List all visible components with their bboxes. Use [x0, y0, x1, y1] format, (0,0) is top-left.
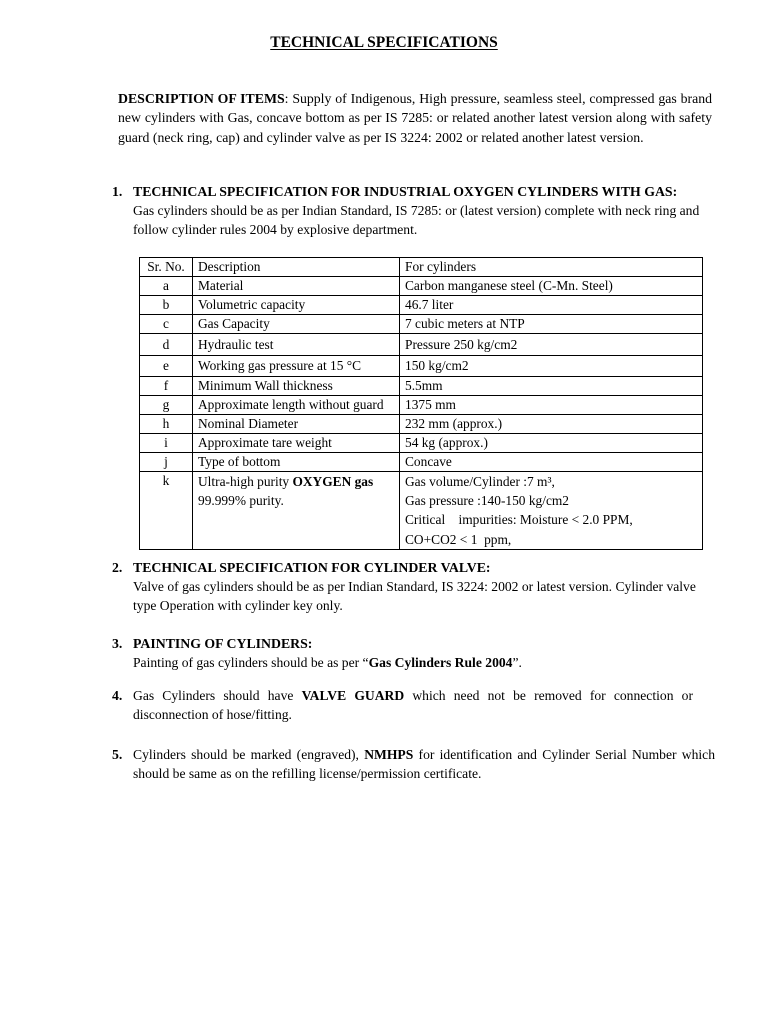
row-description: [193, 472, 400, 550]
description-text: : Supply of Indigenous, High pressure, seamless steel, compressed gas brand new cylinders with Gas, concave bottom as per IS 7285: or related another latest version along with safety guard (neck ring, cap) and cylinder valve as per IS 3224: 2002 or related another latest version.: [118, 91, 712, 145]
table-row: [140, 277, 703, 296]
section-number: 1.: [112, 184, 123, 199]
impurities-line: Critical impurities: Moisture < 2.0 PPM,: [405, 512, 633, 528]
oxygen-desc-prefix: Ultra-high purity: [198, 474, 293, 489]
page-title-text: TECHNICAL SPECIFICATIONS: [270, 34, 498, 51]
row-value: 54 kg (approx.): [400, 434, 703, 453]
row-description: Volumetric capacity: [193, 296, 400, 315]
row-value: 5.5mm: [400, 377, 703, 396]
table-header-row: [140, 258, 703, 277]
row-description: Material: [193, 277, 400, 296]
row-value: Pressure 250 kg/cm2: [400, 334, 703, 356]
section-painting: [112, 634, 716, 672]
row-number: j: [140, 453, 193, 472]
section-heading: [112, 634, 716, 653]
row-number: h: [140, 415, 193, 434]
section-title: TECHNICAL SPECIFICATION FOR INDUSTRIAL OXYGEN CYLINDERS WITH GAS:: [133, 184, 678, 199]
header-for-cylinders: For cylinders: [400, 258, 703, 277]
section-valve-guard: [112, 686, 716, 724]
row-number: c: [140, 315, 193, 334]
section-cylinder-valve: [112, 558, 716, 615]
section-body: [133, 686, 693, 724]
table-row-oxygen: [140, 472, 703, 550]
row-number: g: [140, 396, 193, 415]
row-value: 46.7 liter: [400, 296, 703, 315]
table-row: [140, 453, 703, 472]
oxygen-desc-bold: OXYGEN gas: [292, 474, 374, 489]
row-number: i: [140, 434, 193, 453]
section-body: [133, 653, 716, 672]
row-number: b: [140, 296, 193, 315]
row-value: Concave: [400, 453, 703, 472]
page-title: [0, 33, 768, 53]
row-description: Approximate length without guard: [193, 396, 400, 415]
row-number: d: [140, 334, 193, 356]
oxygen-description-line: [198, 472, 394, 491]
row-number: a: [140, 277, 193, 296]
valve-guard-prefix: Gas Cylinders should have: [133, 688, 302, 703]
gas-pressure-line: Gas pressure :140-150 kg/cm2: [405, 493, 570, 509]
table-row: [140, 315, 703, 334]
section-number: 4.: [112, 688, 123, 703]
section-number: 3.: [112, 636, 123, 651]
valve-guard-bold: VALVE GUARD: [301, 688, 405, 703]
row-description: Minimum Wall thickness: [193, 377, 400, 396]
table-row: [140, 377, 703, 396]
row-description: Approximate tare weight: [193, 434, 400, 453]
row-description: Gas Capacity: [193, 315, 400, 334]
row-value: 150 kg/cm2: [400, 356, 703, 377]
row-description: Nominal Diameter: [193, 415, 400, 434]
row-description: Working gas pressure at 15 °C: [193, 356, 400, 377]
section-heading: [112, 182, 716, 201]
row-number: k: [140, 472, 193, 550]
table-row: [140, 396, 703, 415]
row-value: 7 cubic meters at NTP: [400, 315, 703, 334]
table-row: [140, 415, 703, 434]
row-description: Hydraulic test: [193, 334, 400, 356]
painting-prefix: Painting of gas cylinders should be as per “: [133, 655, 369, 670]
marking-bold: NMHPS: [364, 747, 414, 762]
table-row: [140, 356, 703, 377]
table-row: [140, 334, 703, 356]
description-label: DESCRIPTION OF ITEMS: [118, 91, 285, 106]
section-heading: [112, 558, 716, 577]
oxygen-purity: 99.999% purity.: [198, 493, 284, 509]
section-body: Valve of gas cylinders should be as per Indian Standard, IS 3224: 2002 or latest version. Cylinder valve type Operation with cylinder key only.: [133, 579, 696, 614]
section-oxygen-cylinders: [112, 182, 716, 239]
row-value: [400, 472, 703, 550]
gas-volume-line: Gas volume/Cylinder :7 m³,: [405, 474, 555, 489]
section-number: 5.: [112, 747, 123, 762]
row-value: 1375 mm: [400, 396, 703, 415]
description-paragraph: [118, 89, 712, 147]
section-body: Gas cylinders should be as per Indian Standard, IS 7285: or (latest version) complete with neck ring and follow cylinder rules 2004 by explosive department.: [133, 203, 700, 238]
section-body: [133, 745, 715, 783]
header-description: Description: [193, 258, 400, 277]
row-value: 232 mm (approx.): [400, 415, 703, 434]
co-co2-line: CO+CO2 < 1 ppm,: [405, 531, 512, 547]
row-number: e: [140, 356, 193, 377]
painting-rule: Gas Cylinders Rule 2004: [368, 655, 513, 670]
section-title: TECHNICAL SPECIFICATION FOR CYLINDER VALVE:: [133, 560, 491, 575]
valve-guard-suffix: which need not be removed for connection or disconnection of hose/fitting.: [133, 688, 693, 723]
section-heading: [112, 745, 716, 783]
section-heading: [112, 686, 716, 724]
row-value: Carbon manganese steel (C-Mn. Steel): [400, 277, 703, 296]
section-marking: [112, 745, 716, 783]
table-row: [140, 296, 703, 315]
table-row: [140, 434, 703, 453]
row-description: Type of bottom: [193, 453, 400, 472]
painting-suffix: ”.: [512, 655, 522, 670]
section-number: 2.: [112, 560, 123, 575]
marking-suffix: for identification and Cylinder Serial Number which should be same as on the refilling license/permission certificate.: [133, 747, 715, 782]
section-title: PAINTING OF CYLINDERS:: [133, 636, 313, 651]
row-number: f: [140, 377, 193, 396]
specification-table: [139, 257, 703, 550]
header-sr-no: Sr. No.: [140, 258, 193, 277]
marking-prefix: Cylinders should be marked (engraved),: [133, 747, 365, 762]
